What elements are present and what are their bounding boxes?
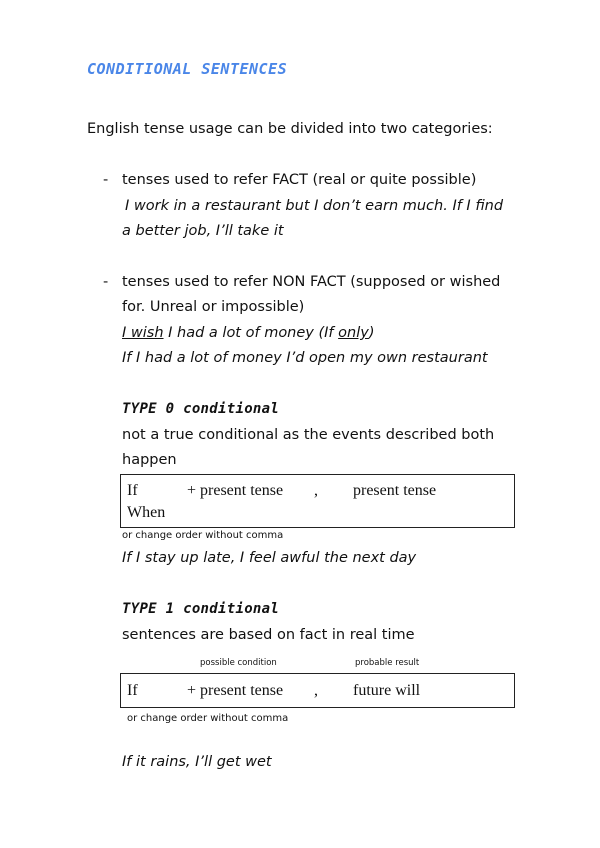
page-title: CONDITIONAL SENTENCES	[87, 60, 288, 78]
type1-formula-box	[120, 673, 515, 708]
type1-if: If	[127, 682, 138, 699]
type0-heading: TYPE 0 conditional	[122, 401, 280, 417]
bullet-nonfact-heading-line2: for. Unreal or impossible)	[122, 299, 305, 315]
wish-example	[122, 325, 374, 341]
type0-when: When	[127, 504, 166, 521]
fact-example-line1: I work in a restaurant but I don’t earn much. If I find	[125, 198, 504, 214]
type1-note: or change order without comma	[127, 713, 289, 724]
type1-label-condition: possible condition	[200, 658, 277, 668]
wish-close: )	[368, 325, 375, 341]
type1-label-result: probable result	[355, 658, 420, 668]
type1-example: If it rains, I’ll get wet	[122, 754, 272, 770]
wish-rest: I had a lot of money (If	[163, 325, 339, 341]
type0-if: If	[127, 482, 138, 499]
fact-example-line2: a better job, I’ll take it	[122, 223, 284, 239]
type1-comma: ,	[314, 682, 318, 699]
bullet-fact-heading: tenses used to refer FACT (real or quite possible)	[122, 172, 477, 188]
intro-text: English tense usage can be divided into two categories:	[87, 121, 493, 137]
type0-desc-line1: not a true conditional as the events described both	[122, 427, 495, 443]
type1-present: + present tense	[187, 682, 284, 699]
bullet-dash: -	[103, 172, 109, 188]
type1-desc: sentences are based on fact in real time	[122, 627, 415, 643]
type0-formula-box	[120, 474, 515, 528]
wish-underlined: I wish	[122, 325, 164, 341]
bullet-nonfact-heading-line1: tenses used to refer NON FACT (supposed or wished	[122, 274, 501, 290]
only-underlined: only	[338, 325, 369, 341]
type0-example: If I stay up late, I feel awful the next day	[122, 550, 417, 566]
type0-note: or change order without comma	[122, 530, 284, 541]
type0-comma: ,	[314, 482, 318, 499]
type1-result: future will	[353, 682, 421, 699]
nonfact-example: If I had a lot of money I’d open my own restaurant	[122, 350, 488, 366]
type0-present: + present tense	[187, 482, 284, 499]
type0-desc-line2: happen	[122, 452, 177, 468]
bullet-dash: -	[103, 274, 109, 290]
type1-heading: TYPE 1 conditional	[122, 601, 280, 617]
type0-result: present tense	[353, 482, 437, 499]
